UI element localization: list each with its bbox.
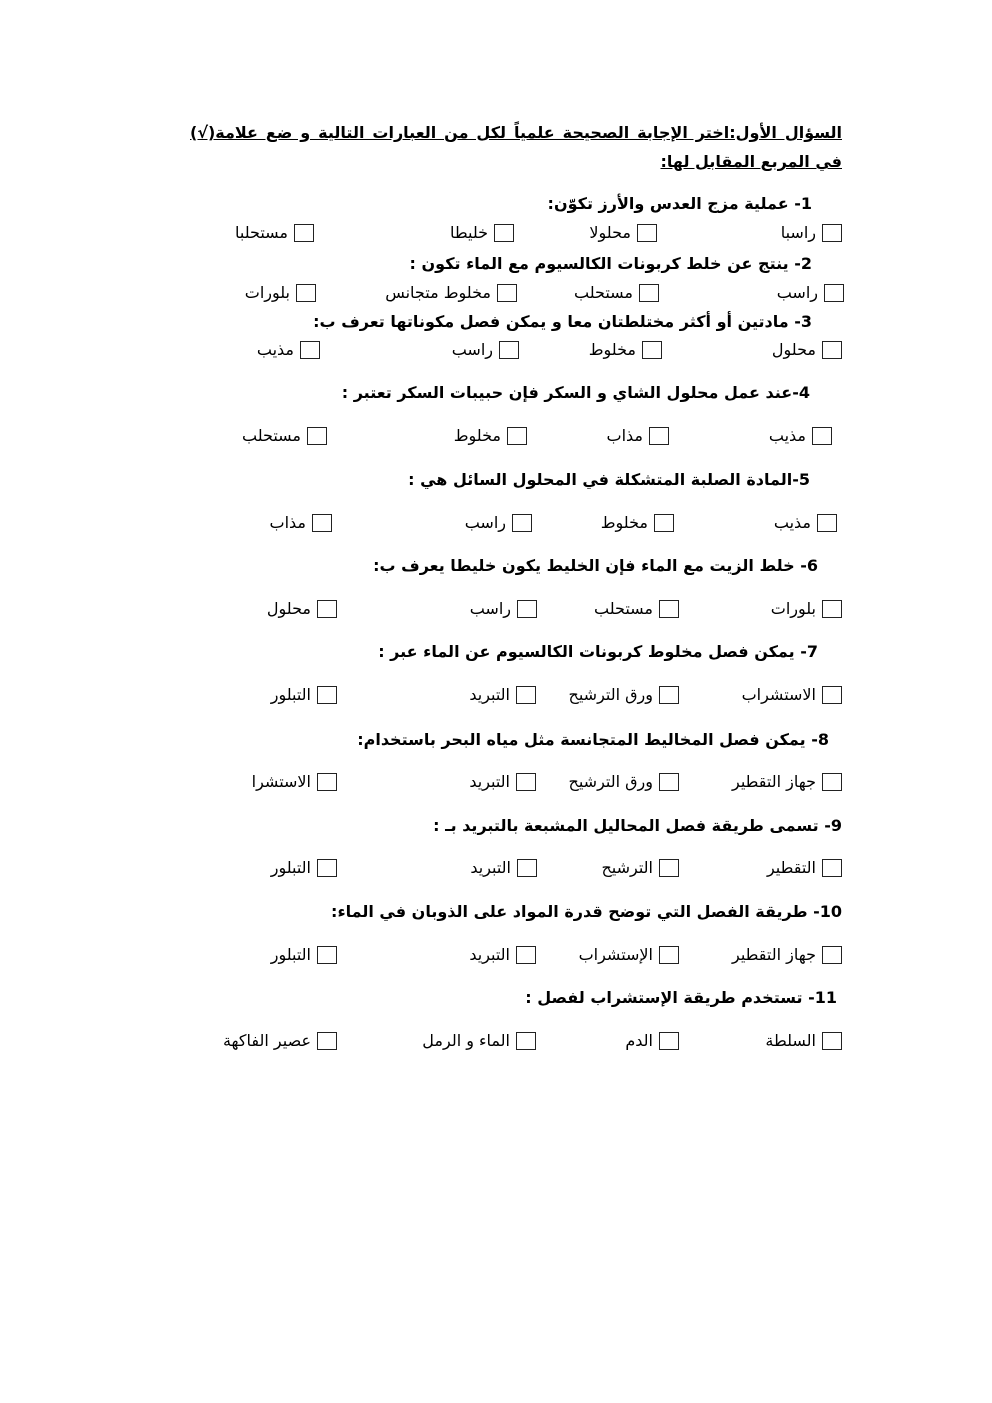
option-8-1[interactable]: جهاز التقطير [732, 771, 842, 793]
option-6-2[interactable]: مستحلب [594, 598, 679, 620]
checkbox[interactable] [317, 600, 337, 618]
checkbox[interactable] [812, 427, 832, 445]
option-3-1[interactable]: محلول [772, 339, 842, 361]
question-8: 8- يمكن فصل المخاليط المتجانسة مثل مياه البحر باستخدام: [357, 730, 829, 749]
checkbox[interactable] [642, 341, 662, 359]
option-5-4[interactable]: مذاب [270, 512, 332, 534]
checkbox[interactable] [659, 773, 679, 791]
checkbox[interactable] [817, 514, 837, 532]
option-8-2[interactable]: ورق الترشيح [569, 771, 680, 793]
checkbox[interactable] [659, 859, 679, 877]
checkbox[interactable] [512, 514, 532, 532]
checkbox[interactable] [637, 224, 657, 242]
checkbox[interactable] [659, 686, 679, 704]
option-11-3[interactable]: الماء و الرمل [422, 1030, 536, 1052]
option-4-3[interactable]: مخلوط [454, 425, 527, 447]
checkbox[interactable] [517, 859, 537, 877]
checkbox[interactable] [300, 341, 320, 359]
option-8-3[interactable]: التبريد [469, 771, 536, 793]
checkbox[interactable] [317, 686, 337, 704]
option-11-1[interactable]: السلطة [765, 1030, 842, 1052]
checkbox[interactable] [517, 600, 537, 618]
checkbox[interactable] [317, 859, 337, 877]
option-1-1[interactable]: راسبا [781, 222, 842, 244]
checkbox[interactable] [494, 224, 514, 242]
checkbox[interactable] [822, 1032, 842, 1050]
checkbox[interactable] [822, 859, 842, 877]
checkbox[interactable] [296, 284, 316, 302]
checkbox[interactable] [654, 514, 674, 532]
option-2-1[interactable]: راسب [777, 282, 844, 304]
option-7-2[interactable]: ورق الترشيح [569, 684, 680, 706]
question-1: 1- عملية مزج العدس والأرز تكوّن: [547, 194, 812, 213]
option-10-3[interactable]: التبريد [469, 944, 536, 966]
checkbox[interactable] [822, 341, 842, 359]
checkbox[interactable] [317, 1032, 337, 1050]
question-4: 4-عند عمل محلول الشاي و السكر فإن حبيبات السكر تعتبر : [341, 383, 810, 402]
option-4-4[interactable]: مستحلب [242, 425, 327, 447]
option-1-2[interactable]: محلولا [589, 222, 657, 244]
question-3: 3- مادتين أو أكثر مختلطتان معا و يمكن فصل مكوناتها تعرف ب: [313, 312, 812, 331]
option-7-3[interactable]: التبريد [469, 684, 536, 706]
question-10: 10- طريقة الفصل التي توضح قدرة المواد على الذوبان في الماء: [331, 902, 842, 921]
checkbox[interactable] [822, 600, 842, 618]
option-4-1[interactable]: مذيب [769, 425, 832, 447]
checkbox[interactable] [659, 1032, 679, 1050]
checkbox[interactable] [312, 514, 332, 532]
checkbox[interactable] [307, 427, 327, 445]
checkbox[interactable] [659, 600, 679, 618]
option-8-4[interactable]: الاستشرا [252, 771, 337, 793]
checkbox[interactable] [507, 427, 527, 445]
option-6-4[interactable]: محلول [267, 598, 337, 620]
option-10-2[interactable]: الإستشراب [579, 944, 679, 966]
checkbox[interactable] [822, 773, 842, 791]
checkbox[interactable] [499, 341, 519, 359]
option-9-4[interactable]: التبلور [271, 857, 337, 879]
option-3-2[interactable]: مخلوط [589, 339, 662, 361]
checkbox[interactable] [822, 686, 842, 704]
option-10-1[interactable]: جهاز التقطير [732, 944, 842, 966]
question-11: 11- تستخدم طريقة الإستشراب لفصل : [525, 988, 837, 1007]
checkbox[interactable] [516, 1032, 536, 1050]
checkbox[interactable] [317, 773, 337, 791]
question-5: 5-المادة الصلبة المتشكلة في المحلول السائل هي : [408, 470, 810, 489]
option-6-3[interactable]: راسب [470, 598, 537, 620]
option-11-2[interactable]: الدم [625, 1030, 679, 1052]
checkbox[interactable] [516, 686, 536, 704]
option-7-1[interactable]: الاستشراب [742, 684, 842, 706]
option-11-4[interactable]: عصير الفاكهة [223, 1030, 337, 1052]
question-title: السؤال الأول:اختر الإجابة الصحيحة علمياً لكل من العبارات التالية و ضع علامة(√) في المربع المقابل لها: [190, 123, 842, 171]
checkbox[interactable] [516, 946, 536, 964]
option-10-4[interactable]: التبلور [271, 944, 337, 966]
option-7-4[interactable]: التبلور [271, 684, 337, 706]
checkbox[interactable] [497, 284, 517, 302]
question-2: 2- ينتج عن خلط كربونات الكالسيوم مع الماء تكون : [409, 254, 812, 273]
option-2-4[interactable]: بلورات [245, 282, 316, 304]
option-2-2[interactable]: مستحلب [574, 282, 659, 304]
question-7: 7- يمكن فصل مخلوط كربونات الكالسيوم عن الماء عبر : [378, 642, 818, 661]
option-3-4[interactable]: مذيب [257, 339, 320, 361]
checkbox[interactable] [317, 946, 337, 964]
option-5-2[interactable]: مخلوط [601, 512, 674, 534]
checkbox[interactable] [822, 224, 842, 242]
option-5-1[interactable]: مذيب [774, 512, 837, 534]
option-1-3[interactable]: خليطا [450, 222, 514, 244]
checkbox[interactable] [822, 946, 842, 964]
option-2-3[interactable]: مخلوط متجانس [385, 282, 517, 304]
question-9: 9- تسمى طريقة فصل المحاليل المشبعة بالتبريد بـ : [433, 816, 842, 835]
option-4-2[interactable]: مذاب [607, 425, 669, 447]
checkbox[interactable] [659, 946, 679, 964]
checkbox[interactable] [639, 284, 659, 302]
option-9-2[interactable]: الترشيح [601, 857, 679, 879]
option-3-3[interactable]: راسب [452, 339, 519, 361]
checkbox[interactable] [824, 284, 844, 302]
checkbox[interactable] [649, 427, 669, 445]
option-6-1[interactable]: بلورات [771, 598, 842, 620]
option-9-3[interactable]: التبريد [470, 857, 537, 879]
option-1-4[interactable]: مستحلبا [235, 222, 314, 244]
option-9-1[interactable]: التقطير [767, 857, 842, 879]
checkbox[interactable] [294, 224, 314, 242]
option-5-3[interactable]: راسب [465, 512, 532, 534]
checkbox[interactable] [516, 773, 536, 791]
question-6: 6- خلط الزيت مع الماء فإن الخليط يكون خليطا يعرف ب: [373, 556, 818, 575]
